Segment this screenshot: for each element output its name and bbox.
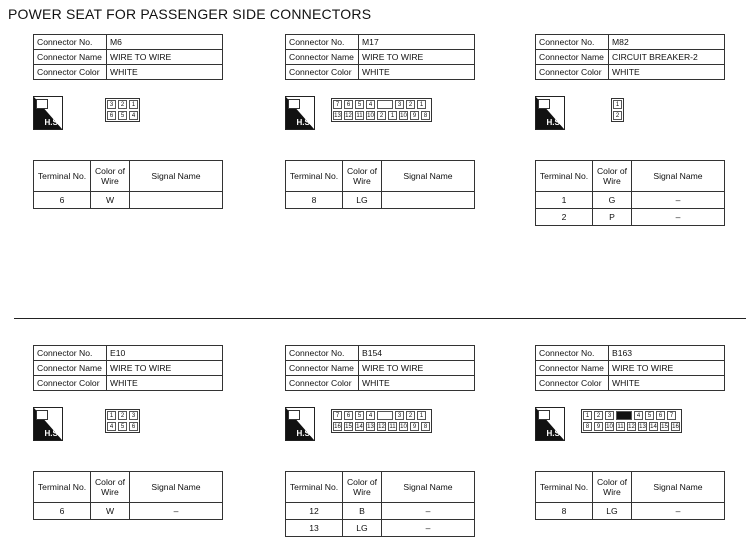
connector-name-label: Connector Name	[286, 361, 359, 376]
signal-name-cell	[382, 192, 475, 209]
connector-pin: 2	[118, 411, 127, 420]
connector-block-3	[33, 345, 233, 516]
color-of-wire-header: Color of Wire	[593, 472, 632, 503]
connector-pin: 13	[639, 424, 646, 430]
connector-pin: 6	[107, 111, 116, 120]
connector-info-table	[33, 34, 223, 80]
harness-side-icon	[33, 96, 63, 130]
table-row	[536, 209, 725, 226]
connector-pin: 8	[421, 111, 430, 120]
connector-pin: 2	[613, 111, 622, 120]
connector-name-label: Connector Name	[536, 50, 609, 65]
terminal-no-cell: 6	[34, 192, 91, 209]
connector-name-label: Connector Name	[34, 50, 107, 65]
connector-pin: 3	[395, 411, 404, 420]
connector-pin: 8	[421, 422, 430, 431]
connector-pin: 1	[417, 100, 426, 109]
table-row	[286, 520, 475, 537]
connector-no-value: B163	[609, 346, 725, 361]
signal-name-header: Signal Name	[130, 161, 223, 192]
signal-name-cell: –	[632, 209, 725, 226]
connector-pin: 11	[389, 424, 396, 430]
harness-side-icon	[285, 407, 315, 441]
page-title: POWER SEAT FOR PASSENGER SIDE CONNECTORS	[8, 6, 372, 22]
connector-pin: 9	[594, 422, 603, 431]
signal-name-cell: –	[632, 192, 725, 209]
connector-no-label: Connector No.	[536, 346, 609, 361]
connector-block-5	[535, 345, 735, 516]
connector-pin: 2	[118, 100, 127, 109]
connector-pin: 11	[356, 113, 363, 119]
connector-pin: 5	[355, 100, 364, 109]
connector-pin: 1	[129, 100, 138, 109]
connector-pin: 3	[129, 411, 138, 420]
connector-pin: 1	[388, 111, 397, 120]
connector-no-label: Connector No.	[536, 35, 609, 50]
connector-pin: 16	[672, 424, 679, 430]
connector-pin: 6	[344, 100, 353, 109]
signal-name-header: Signal Name	[632, 161, 725, 192]
wire-color-cell: B	[343, 503, 382, 520]
connector-pin: 3	[107, 100, 116, 109]
color-of-wire-header: Color of Wire	[91, 161, 130, 192]
connector-name-value: WIRE TO WIRE	[359, 361, 475, 376]
connector-pin: 1	[417, 411, 426, 420]
wire-color-cell: W	[91, 503, 130, 520]
connector-info-table	[285, 34, 475, 80]
connector-name-label: Connector Name	[536, 361, 609, 376]
connector-pin: 7	[333, 100, 342, 109]
connector-info-table	[535, 34, 725, 80]
connector-no-value: M6	[107, 35, 223, 50]
connector-no-label: Connector No.	[34, 346, 107, 361]
connector-color-value: WHITE	[609, 376, 725, 391]
connector-pin: 4	[107, 422, 116, 431]
connector-color-label: Connector Color	[34, 65, 107, 80]
connector-no-value: M82	[609, 35, 725, 50]
terminal-table	[535, 471, 725, 520]
hs-label: H.S.	[296, 118, 312, 127]
connector-color-label: Connector Color	[286, 376, 359, 391]
connector-pin: 1	[613, 100, 622, 109]
table-row	[536, 192, 725, 209]
connector-color-value: WHITE	[107, 65, 223, 80]
color-of-wire-header: Color of Wire	[593, 161, 632, 192]
connector-block-0	[33, 34, 233, 205]
table-row	[286, 192, 475, 209]
terminal-no-header: Terminal No.	[34, 161, 91, 192]
signal-name-header: Signal Name	[382, 472, 475, 503]
connector-pin: 4	[366, 411, 375, 420]
connector-color-value: WHITE	[107, 376, 223, 391]
connector-pin: 1	[583, 411, 592, 420]
connector-pin: 7	[667, 411, 676, 420]
connector-info-table	[535, 345, 725, 391]
connector-pin: 1	[107, 411, 116, 420]
signal-name-cell: –	[632, 503, 725, 520]
harness-side-icon	[535, 96, 565, 130]
connector-name-value: WIRE TO WIRE	[107, 361, 223, 376]
connector-pin: 10	[400, 113, 407, 119]
connector-pin: 4	[634, 411, 643, 420]
harness-side-icon	[33, 407, 63, 441]
hs-label: H.S.	[296, 429, 312, 438]
connector-pin	[377, 411, 393, 420]
connector-pin: 16	[334, 424, 341, 430]
connector-block-4	[285, 345, 485, 533]
connector-pin: 10	[367, 113, 374, 119]
connector-color-label: Connector Color	[536, 376, 609, 391]
terminal-no-cell: 13	[286, 520, 343, 537]
color-of-wire-header: Color of Wire	[343, 161, 382, 192]
connector-pin: 2	[406, 411, 415, 420]
connector-face-diagram	[611, 98, 624, 122]
terminal-table	[285, 471, 475, 537]
connector-name-value: CIRCUIT BREAKER-2	[609, 50, 725, 65]
connector-pin: 5	[645, 411, 654, 420]
connector-pin: 4	[366, 100, 375, 109]
connector-block-2	[535, 34, 735, 222]
terminal-no-cell: 6	[34, 503, 91, 520]
connector-pin: 6	[344, 411, 353, 420]
connector-pin: 15	[661, 424, 668, 430]
connector-name-value: WIRE TO WIRE	[609, 361, 725, 376]
wire-color-cell: P	[593, 209, 632, 226]
connector-no-value: M17	[359, 35, 475, 50]
terminal-no-cell: 2	[536, 209, 593, 226]
table-row	[286, 503, 475, 520]
connector-face-diagram	[331, 409, 432, 433]
signal-name-cell: –	[382, 520, 475, 537]
wire-color-cell: LG	[343, 192, 382, 209]
connector-color-value: WHITE	[609, 65, 725, 80]
connector-color-value: WHITE	[359, 376, 475, 391]
connector-no-label: Connector No.	[286, 346, 359, 361]
connector-info-table	[285, 345, 475, 391]
hs-label: H.S.	[44, 429, 60, 438]
terminal-no-cell: 12	[286, 503, 343, 520]
signal-name-header: Signal Name	[130, 472, 223, 503]
connector-block-1	[285, 34, 485, 205]
signal-name-cell	[130, 192, 223, 209]
connector-pin: 2	[377, 111, 386, 120]
connector-pin: 14	[356, 424, 363, 430]
wire-color-cell: LG	[593, 503, 632, 520]
connector-pin: 11	[617, 424, 624, 430]
signal-name-header: Signal Name	[632, 472, 725, 503]
hs-label: H.S.	[546, 429, 562, 438]
color-of-wire-header: Color of Wire	[343, 472, 382, 503]
signal-name-cell: –	[130, 503, 223, 520]
terminal-no-header: Terminal No.	[286, 472, 343, 503]
connector-no-value: E10	[107, 346, 223, 361]
connector-pin: 13	[367, 424, 374, 430]
connector-face-diagram	[331, 98, 432, 122]
terminal-table	[33, 160, 223, 209]
connector-pin: 5	[118, 111, 127, 120]
connector-pin: 3	[605, 411, 614, 420]
terminal-no-header: Terminal No.	[536, 472, 593, 503]
terminal-no-header: Terminal No.	[286, 161, 343, 192]
connector-pin: 9	[410, 111, 419, 120]
terminal-no-cell: 8	[286, 192, 343, 209]
connector-face-diagram	[581, 409, 682, 433]
connector-name-label: Connector Name	[34, 361, 107, 376]
hs-label: H.S.	[546, 118, 562, 127]
connector-pin: 13	[334, 113, 341, 119]
connector-pin: 7	[333, 411, 342, 420]
terminal-no-header: Terminal No.	[34, 472, 91, 503]
connector-pin: 12	[628, 424, 635, 430]
terminal-no-cell: 1	[536, 192, 593, 209]
connector-pin: 10	[606, 424, 613, 430]
connector-pin: 5	[118, 422, 127, 431]
connector-pin: 5	[355, 411, 364, 420]
harness-side-icon	[285, 96, 315, 130]
connector-pin: 8	[583, 422, 592, 431]
wire-color-cell: G	[593, 192, 632, 209]
connector-pin: 6	[656, 411, 665, 420]
signal-name-header: Signal Name	[382, 161, 475, 192]
connector-no-label: Connector No.	[34, 35, 107, 50]
connector-pin: 14	[650, 424, 657, 430]
terminal-table	[33, 471, 223, 520]
connector-pin	[377, 100, 393, 109]
wire-color-cell: LG	[343, 520, 382, 537]
harness-side-icon	[535, 407, 565, 441]
connector-pin: 9	[410, 422, 419, 431]
table-row	[34, 503, 223, 520]
connector-color-label: Connector Color	[536, 65, 609, 80]
terminal-no-cell: 8	[536, 503, 593, 520]
connector-name-value: WIRE TO WIRE	[359, 50, 475, 65]
connector-color-label: Connector Color	[34, 376, 107, 391]
connector-pin	[616, 411, 632, 420]
connector-info-table	[33, 345, 223, 391]
signal-name-cell: –	[382, 503, 475, 520]
color-of-wire-header: Color of Wire	[91, 472, 130, 503]
terminal-table	[535, 160, 725, 226]
connector-name-value: WIRE TO WIRE	[107, 50, 223, 65]
hs-label: H.S.	[44, 118, 60, 127]
terminal-table	[285, 160, 475, 209]
table-row	[536, 503, 725, 520]
connector-pin: 4	[129, 111, 138, 120]
connector-pin: 12	[378, 424, 385, 430]
connector-name-label: Connector Name	[286, 50, 359, 65]
connector-color-value: WHITE	[359, 65, 475, 80]
connector-pin: 15	[345, 424, 352, 430]
connector-pin: 2	[594, 411, 603, 420]
connector-pin: 12	[345, 113, 352, 119]
connector-no-label: Connector No.	[286, 35, 359, 50]
connector-pin: 10	[400, 424, 407, 430]
wire-color-cell: W	[91, 192, 130, 209]
terminal-no-header: Terminal No.	[536, 161, 593, 192]
connector-pin: 6	[129, 422, 138, 431]
table-row	[34, 192, 223, 209]
connector-no-value: B154	[359, 346, 475, 361]
connector-pin: 3	[395, 100, 404, 109]
section-divider	[14, 318, 746, 319]
connector-face-diagram	[105, 98, 140, 122]
connector-face-diagram	[105, 409, 140, 433]
connector-pin: 2	[406, 100, 415, 109]
connector-color-label: Connector Color	[286, 65, 359, 80]
